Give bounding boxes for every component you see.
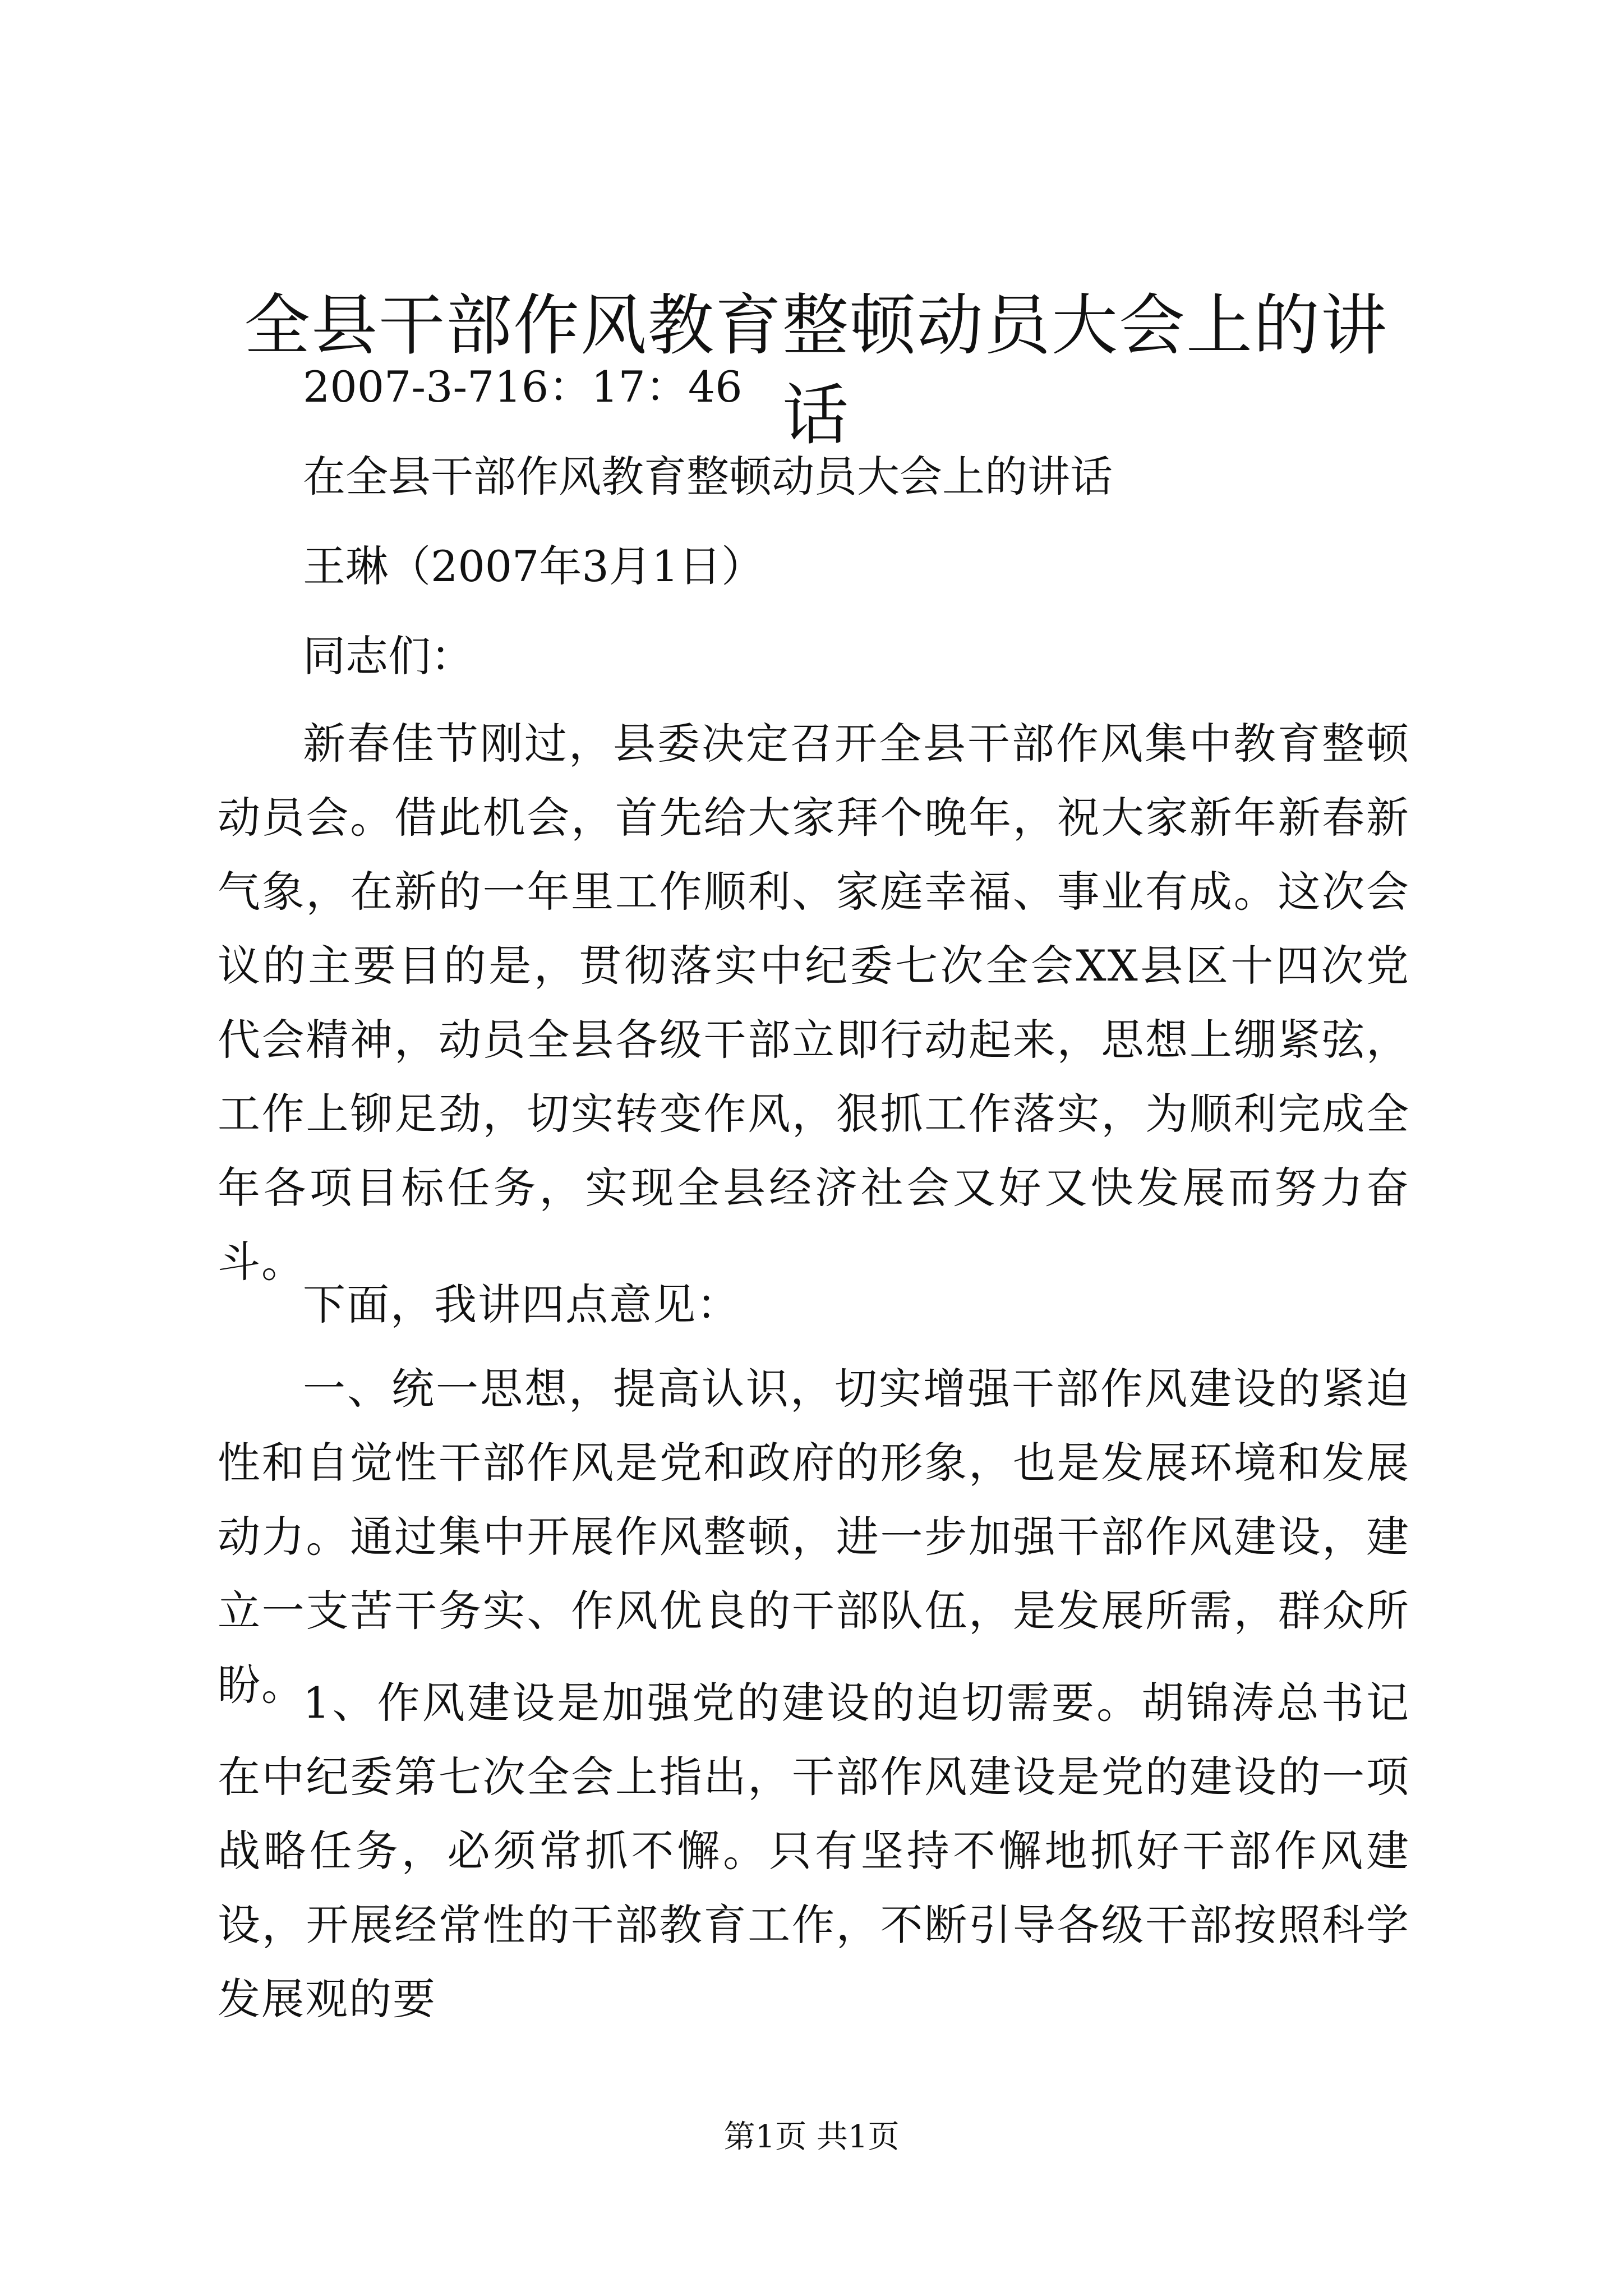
paragraph-point-one: 1、作风建设是加强党的建设的迫切需要。胡锦涛总书记在中纪委第七次全会上指出，干部作风建设是党的建设的一项战略任务，必须常抓不懈。只有坚持不懈地抓好干部作风建设，开展经常性的干部教育工作，不断引导各级干部按照科学发展观的要 xyxy=(218,1678,1410,2024)
page-footer: 第1页 共1页 xyxy=(723,2119,900,2155)
paragraph-opening: 新春佳节刚过，县委决定召开全县干部作风集中教育整顿动员会。借此机会，首先给大家拜个晚年，祝大家新年新春新气象，在新的一年里工作顺利、家庭幸福、事业有成。这次会议的主要目的是，贯彻落实中纪委七次全会XX县区十四次党代会精神，动员全县各级干部立即行动起来，思想上绷紧弦，工作上铆足劲，切实转变作风，狠抓工作落实，为顺利完成全年各项目标任务，实现全县经济社会又好又快发展而努力奋斗。 xyxy=(218,719,1410,1287)
timestamp: 2007-3-716：17：46 xyxy=(303,362,743,412)
speech-subtitle: 在全县干部作风教育整顿动员大会上的讲话 xyxy=(303,452,1113,501)
document-title: 全县干部作风教育整顿动员大会上的讲话 xyxy=(243,287,1388,454)
salutation: 同志们： xyxy=(303,631,473,681)
paragraph-section-one: 一、统一思想，提高认识，切实增强干部作风建设的紧迫性和自觉性干部作风是党和政府的形象，也是发展环境和发展动力。通过集中开展作风整顿，进一步加强干部作风建设，建立一支苦干务实、作风优良的干部队伍，是发展所需，群众所盼。 xyxy=(218,1364,1410,1710)
paragraph-outline: 下面，我讲四点意见： xyxy=(303,1280,740,1329)
author-line: 王琳（2007年3月1日） xyxy=(303,541,764,591)
